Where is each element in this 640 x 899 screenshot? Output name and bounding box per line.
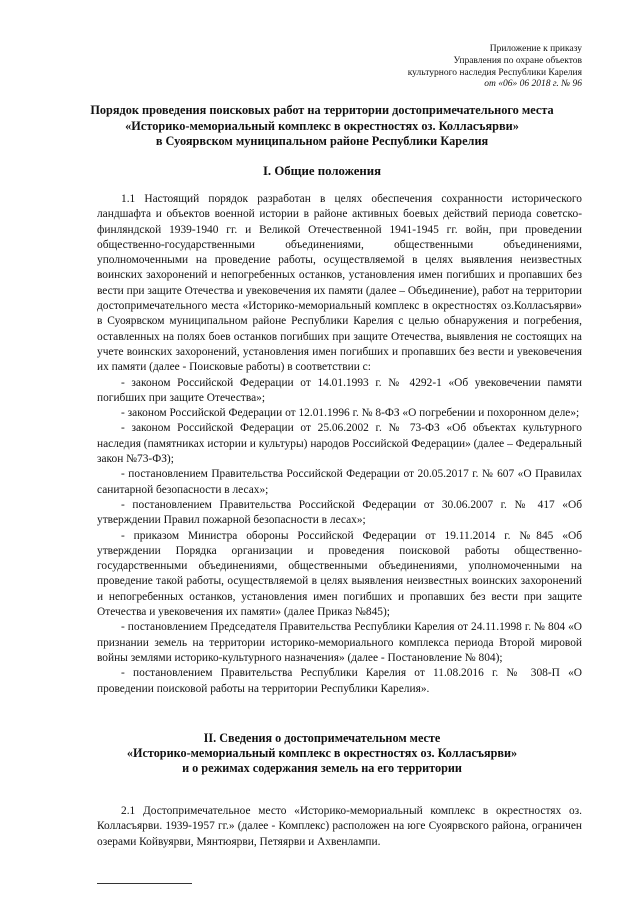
section-2-body [97, 804, 582, 850]
list-item: - законом Российской Федерации от 25.06.2002 г. № 73-ФЗ «Об объектах культурного наследия (памятниках истории и культуры) народов Российской Федерации» (далее – Федеральный закон №73-ФЗ); [97, 422, 582, 466]
appendix-line: Приложение к приказу [489, 44, 582, 54]
title-line: Порядок проведения поисковых работ на территории достопримечательного места [90, 103, 554, 117]
paragraph: 2.1 Достопримечательное место «Историко-мемориальный комплекс в окрестностях оз. Колласъярви. 1939-1957 гг.» (далее - Комплекс) расположен на юге Суоярвского района, ограничен озерами Койвуярви, Мянтюярви, Петяярви и Ахвенлампи. [97, 805, 582, 848]
list-item: - постановлением Председателя Правительства Республики Карелия от 24.11.1998 г. № 804 «О признании земель на территории историко-мемориального комплекса периода Второй мировой войны землями историко-культурного назначения» (далее - Постановление № 804); [97, 621, 582, 664]
heading-line: II. Сведения о достопримечательном месте [203, 731, 441, 745]
order-date-number: от «06» 06 2018 г. № 96 [484, 79, 582, 90]
title-line: «Историко-мемориальный комплекс в окрестностях оз. Колласъярви» [125, 118, 519, 133]
appendix-note [322, 44, 582, 91]
section-2-heading [60, 731, 584, 776]
list-item: - постановлением Правительства Российской Федерации от 20.05.2017 г. № 607 «О Правилах санитарной безопасности в лесах»; [97, 468, 582, 496]
heading-line: «Историко-мемориальный комплекс в окрестностях оз. Колласъярви» [126, 746, 518, 760]
title-line: в Суоярвском муниципальном районе Республики Карелия [155, 134, 489, 149]
list-item: - законом Российской Федерации от 12.01.1996 г. № 8-ФЗ «О погребении и похоронном деле»; [121, 407, 580, 420]
paragraph: 1.1 Настоящий порядок разработан в целях обеспечения сохранности исторического ландшафта и объектов военной истории в районе активных боевых действий периода советско-финляндской 1939-1940 гг. и Великой Отечественной 1941-1945 гг. войн, при проведении общественно-государственными объединениями, общественными объединениями, уполномоченными на проведение работы, осуществляемой в целях выявления неизвестных воинских захоронений и непогребенных останков, установления имен погибших и пропавших без вести при защите Отечества и увековечения их памяти (далее – Объединение), работ на территории достопримечательного места «Историко-мемориальный комплекс в окрестностях оз.Колласъярви» в Суоярвском муниципальном районе Республики Карелия с целью обнаружения и погребения, оставленных на полях боев останков погибших при защите Отечества, выявления не состоящих на учете воинских захоронений, установления имен погибших и пропавших без вести и увековечения их памяти (далее - Поисковые работы) в соответствии с: [97, 193, 582, 374]
section-1-heading: I. Общие положения [262, 164, 382, 178]
footnote-divider [97, 883, 192, 884]
list-item: - постановлением Правительства Российской Федерации от 30.06.2007 г. № 417 «Об утверждении Правил пожарной безопасности в лесах»; [97, 498, 582, 527]
list-item: - приказом Министра обороны Российской Федерации от 19.11.2014 г. №845 «Об утверждении Порядка организации и проведения поисковой работы общественно-государственными объединениями, общественными объединениями, уполномоченными на проведение такой работы, осуществляемой в целях выявления неизвестных воинских захоронений и непогребенных останков, установления имен погибших и пропавших без вести при защите Отечества и увековечения их памяти» (далее Приказ №845); [97, 529, 582, 619]
list-item: - постановлением Правительства Республики Карелия от 11.08.2016 г. № 308-П «О проведении поисковой работы на территории Республики Карелия». [97, 667, 582, 695]
appendix-line: Управления по охране объектов [453, 55, 582, 66]
document-title [60, 103, 584, 150]
heading-line: и о режимах содержания земель на его территории [182, 761, 462, 775]
section-1-body [97, 192, 582, 697]
list-item: - законом Российской Федерации от 14.01.1993 г. № 4292-1 «Об увековечении памяти погибших при защите Отечества»; [97, 376, 582, 404]
appendix-line: культурного наследия Республики Карелия [407, 67, 582, 78]
